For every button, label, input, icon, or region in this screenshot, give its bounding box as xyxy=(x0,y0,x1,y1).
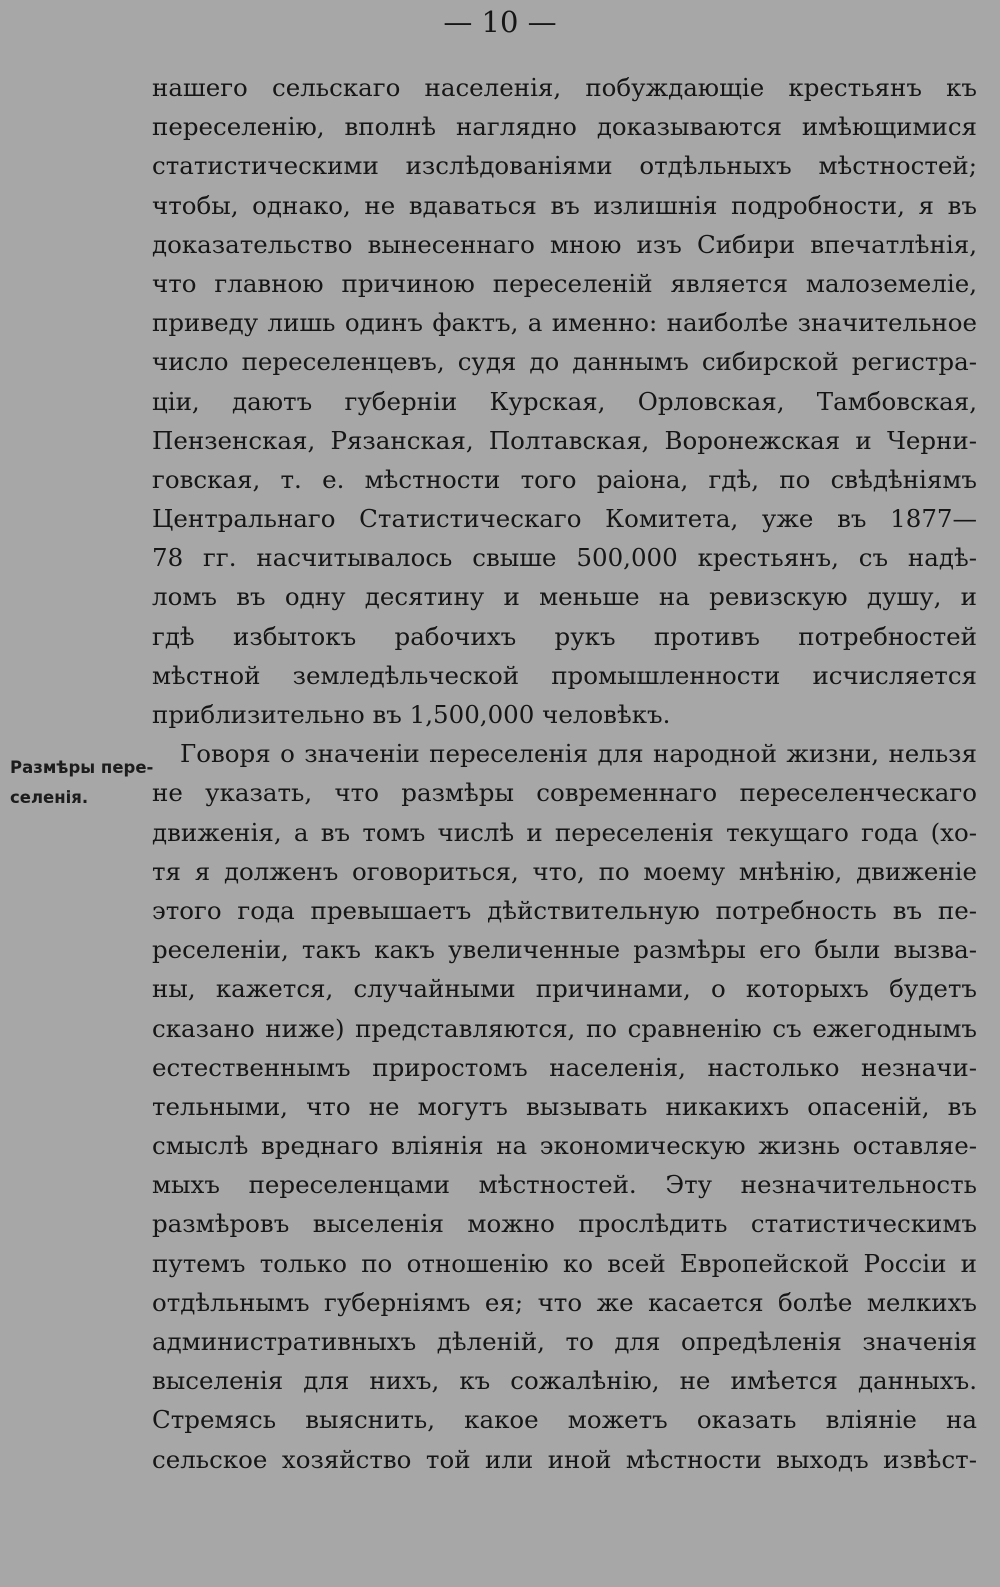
text-line: число переселенцевъ, судя до даннымъ сибирской регистра- xyxy=(152,347,977,377)
text-line: 78 гг. насчитывалось свыше 500,000 крестьянъ, съ надѣ- xyxy=(152,543,977,573)
text-line: ны, кажется, случайными причинами, о которыхъ будетъ xyxy=(152,974,977,1004)
text-line: статистическими изслѣдованіями отдѣльныхъ мѣстностей; xyxy=(152,151,977,181)
text-line: этого года превышаетъ дѣйствительную потребность въ пе- xyxy=(152,895,977,925)
text-line: нашего сельскаго населенія, побуждающіе крестьянъ къ xyxy=(152,73,977,102)
margin-note xyxy=(10,753,160,813)
text-line: Пензенская, Рязанская, Полтавская, Воронежская и Черни- xyxy=(152,425,977,455)
text-line: что главною причиною переселеній является малоземеліе, xyxy=(152,268,977,298)
text-line: путемъ только по отношенію ко всей Европейской Россіи и xyxy=(152,1248,977,1278)
text-line: Говоря о значеніи переселенія для народной жизни, нельзя xyxy=(180,739,977,769)
paragraph-1 xyxy=(152,68,977,734)
text-line: мѣстной земледѣльческой промышленности исчисляется xyxy=(152,660,977,690)
text-line: административныхъ дѣленій, то для опредѣленія значенія xyxy=(152,1327,977,1356)
text-line: тельными, что не могутъ вызывать никакихъ опасеній, въ xyxy=(152,1091,977,1121)
text-line: сельское хозяйство той или иной мѣстности выходъ извѣст- xyxy=(152,1444,977,1474)
margin-note-line: Размѣры пере- xyxy=(10,758,154,777)
text-line: отдѣльнымъ губерніямъ ея; что же касается болѣе мелкихъ xyxy=(152,1287,977,1317)
text-line: Центральнаго Статистическаго Комитета, уже въ 1877— xyxy=(152,504,977,534)
text-line: естественнымъ приростомъ населенія, настолько незначи- xyxy=(152,1052,977,1082)
text-line: чтобы, однако, не вдаваться въ излишнія подробности, я въ xyxy=(152,190,977,220)
text-line: движенія, а въ томъ числѣ и переселенія текущаго года (хо- xyxy=(152,817,977,847)
text-line: ціи, даютъ губерніи Курская, Орловская, Тамбовская, xyxy=(152,386,977,416)
margin-note-line: селенія. xyxy=(10,788,89,807)
text-line: приведу лишь одинъ фактъ, а именно: наиболѣе значительное xyxy=(152,308,977,338)
text-line: Стремясь выяснить, какое можетъ оказать вліяніе на xyxy=(152,1405,977,1435)
text-line: выселенія для нихъ, къ сожалѣнію, не имѣется данныхъ. xyxy=(152,1366,977,1396)
text-line: размѣровъ выселенія можно прослѣдить статистическимъ xyxy=(152,1209,977,1239)
paragraph-2 xyxy=(152,734,977,1479)
text-line: реселеніи, такъ какъ увеличенные размѣры его были вызва- xyxy=(152,935,977,965)
text-line: доказательство вынесеннаго мною изъ Сибири впечатлѣнія, xyxy=(152,229,977,259)
text-block xyxy=(152,68,977,1479)
text-line: смыслѣ вреднаго вліянія на экономическую жизнь оставляе- xyxy=(152,1131,977,1161)
text-line: не указать, что размѣры современнаго переселенческаго xyxy=(152,778,977,808)
text-line: переселенію, вполнѣ наглядно доказываются имѣющимися xyxy=(152,112,977,142)
text-line: гдѣ избытокъ рабочихъ рукъ противъ потребностей xyxy=(152,621,977,651)
text-line: говская, т. е. мѣстности того раіона, гдѣ, по свѣдѣніямъ xyxy=(152,464,977,494)
text-line: мыхъ переселенцами мѣстностей. Эту незначительность xyxy=(152,1170,977,1200)
page-number: — 10 — xyxy=(443,5,557,39)
text-line: тя я долженъ оговориться, что, по моему мнѣнію, движеніе xyxy=(152,856,977,886)
text-line: приблизительно въ 1,500,000 человѣкъ. xyxy=(152,700,671,729)
text-line: сказано ниже) представляются, по сравненію съ ежегоднымъ xyxy=(152,1013,977,1043)
text-line: ломъ въ одну десятину и меньше на ревизскую душу, и xyxy=(152,582,977,612)
